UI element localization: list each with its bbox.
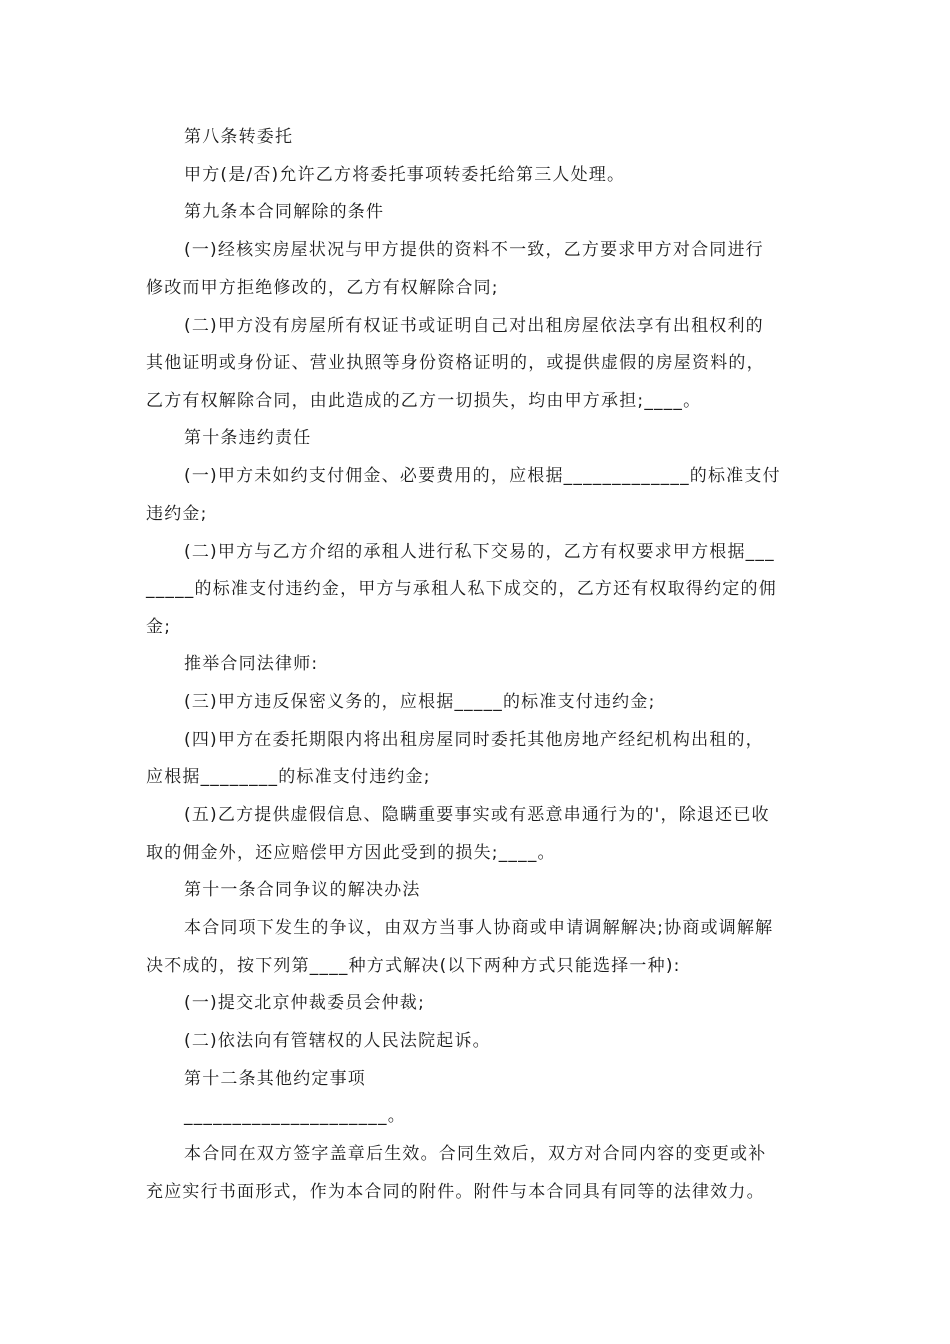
text-line: 本合同在双方签字盖章后生效。合同生效后，双方对合同内容的变更或补 <box>184 1144 767 1164</box>
text-line: _____的标准支付违约金，甲方与承租人私下成交的，乙方还有权取得约定的佣 <box>146 579 777 599</box>
section-9-heading: 第九条本合同解除的条件 <box>184 202 385 222</box>
section-8-heading: 第八条转委托 <box>184 127 294 147</box>
text-line: 违约金; <box>146 504 208 524</box>
text-line: (五)乙方提供虚假信息、隐瞒重要事实或有恶意串通行为的'，除退还已收 <box>184 805 770 825</box>
text-line: 修改而甲方拒绝修改的，乙方有权解除合同; <box>146 278 499 298</box>
text-line: 应根据________的标准支付违约金; <box>146 767 431 787</box>
text-line: 推举合同法律师: <box>184 654 319 674</box>
text-line: (二)甲方与乙方介绍的承租人进行私下交易的，乙方有权要求甲方根据___ <box>184 542 775 562</box>
text-line: 本合同项下发生的争议，由双方当事人协商或申请调解解决;协商或调解解 <box>184 918 774 938</box>
section-12-heading: 第十二条其他约定事项 <box>184 1069 366 1089</box>
text-line: 取的佣金外，还应赔偿甲方因此受到的损失;____。 <box>146 843 556 863</box>
text-line: 甲方(是/否)允许乙方将委托事项转委托给第三人处理。 <box>184 165 626 185</box>
text-line: (一)提交北京仲裁委员会仲裁; <box>184 993 425 1013</box>
text-line: 充应实行书面形式，作为本合同的附件。附件与本合同具有同等的法律效力。 <box>146 1182 765 1202</box>
text-line: 决不成的，按下列第____种方式解决(以下两种方式只能选择一种): <box>146 956 681 976</box>
text-line: (二)依法向有管辖权的人民法院起诉。 <box>184 1031 491 1051</box>
section-11-heading: 第十一条合同争议的解决办法 <box>184 880 421 900</box>
text-line: (二)甲方没有房屋所有权证书或证明自己对出租房屋依法享有出租权利的 <box>184 316 764 336</box>
text-line: 金; <box>146 617 172 637</box>
text-line: (一)甲方未如约支付佣金、必要费用的，应根据_____________的标准支付 <box>184 466 781 486</box>
blank-fill-line: _____________________。 <box>184 1106 406 1126</box>
text-line: 乙方有权解除合同，由此造成的乙方一切损失，均由甲方承担;____。 <box>146 391 702 411</box>
text-line: (三)甲方违反保密义务的，应根据_____的标准支付违约金; <box>184 692 656 712</box>
section-10-heading: 第十条违约责任 <box>184 428 312 448</box>
text-line: 其他证明或身份证、营业执照等身份资格证明的，或提供虚假的房屋资料的， <box>146 353 765 373</box>
text-line: (四)甲方在委托期限内将出租房屋同时委托其他房地产经纪机构出租的， <box>184 730 764 750</box>
text-line: (一)经核实房屋状况与甲方提供的资料不一致，乙方要求甲方对合同进行 <box>184 240 764 260</box>
